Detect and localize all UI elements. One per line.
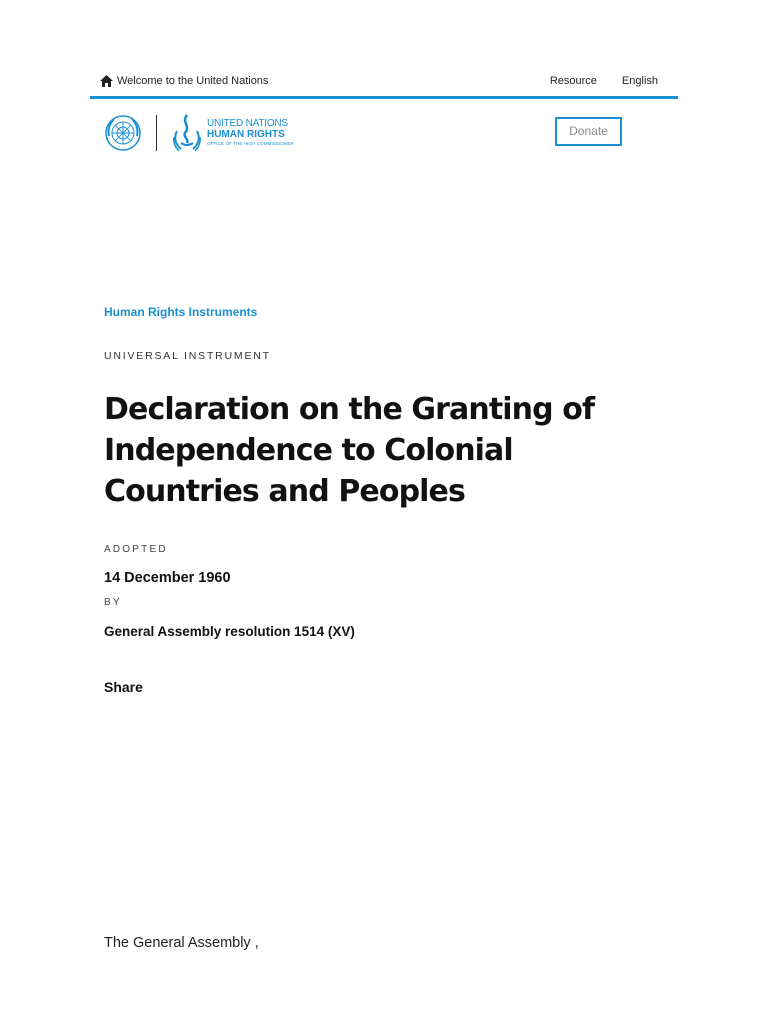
ohchr-line-3: OFFICE OF THE HIGH COMMISSIONER xyxy=(207,141,294,147)
welcome-link[interactable] xyxy=(100,75,268,87)
home-icon xyxy=(100,75,113,87)
top-links xyxy=(550,75,658,87)
top-bar xyxy=(90,70,678,99)
donate-button[interactable]: Donate xyxy=(555,117,622,146)
breadcrumb-link[interactable]: Human Rights Instruments xyxy=(104,305,258,319)
ohchr-flame-icon[interactable] xyxy=(169,113,205,153)
page-title: Declaration on the Granting of Independence to Colonial Countries and Peoples xyxy=(104,392,595,509)
resolution-text: General Assembly resolution 1514 (XV) xyxy=(104,624,355,639)
instrument-type-label: UNIVERSAL INSTRUMENT xyxy=(104,350,271,362)
logo-row xyxy=(104,112,294,154)
language-selector[interactable]: English xyxy=(621,75,658,87)
un-emblem-icon[interactable] xyxy=(104,114,142,152)
adopted-label: ADOPTED xyxy=(104,544,168,555)
logo-divider xyxy=(156,115,157,151)
share-button[interactable]: Share xyxy=(104,679,143,695)
ohchr-line-1: UNITED NATIONS xyxy=(207,118,288,130)
adopted-date: 14 December 1960 xyxy=(104,570,231,586)
body-paragraph: The General Assembly , xyxy=(104,935,259,951)
welcome-label: Welcome to the United Nations xyxy=(117,75,269,87)
ohchr-line-2: HUMAN RIGHTS xyxy=(207,129,285,141)
ohchr-wordmark[interactable] xyxy=(207,119,294,147)
resources-link[interactable]: Resource xyxy=(549,75,597,87)
by-label: BY xyxy=(104,597,122,608)
